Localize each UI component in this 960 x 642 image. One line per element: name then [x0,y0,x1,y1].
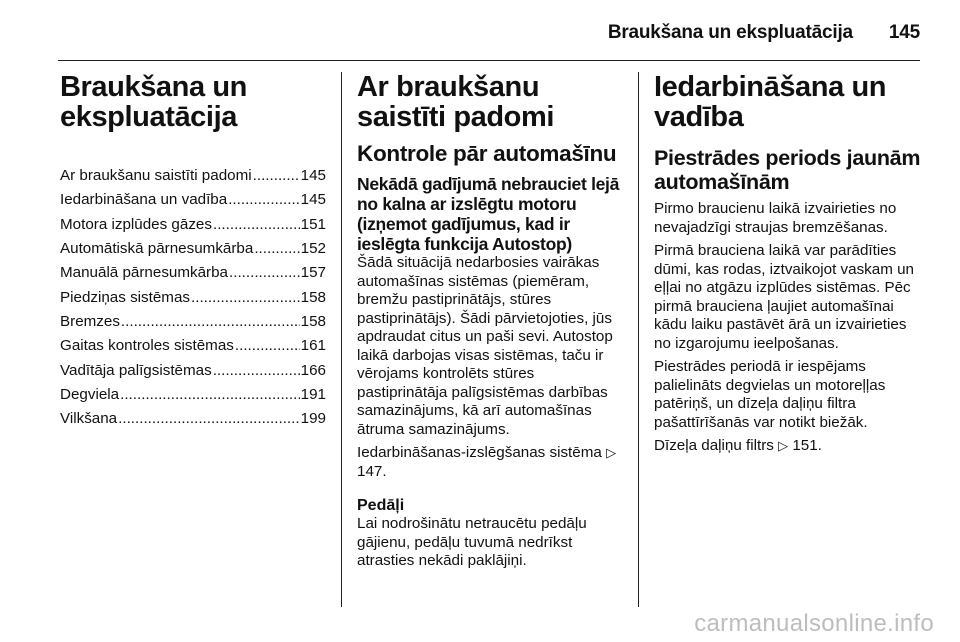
subsection-title-vehicle-control: Kontrole pār automašīnu [357,141,617,166]
toc-leader-dots [253,164,300,188]
toc-entry-page: 145 [300,167,326,184]
toc-entry-title: Motora izplūdes gāzes [60,215,212,233]
toc-entry[interactable] [60,383,326,407]
toc-entry[interactable] [60,407,326,431]
toc-leader-dots [228,188,299,212]
cross-reference: Iedarbināšanas-izslēgšanas sistēma ▷ 147. [357,444,617,480]
toc-entry[interactable] [60,237,326,261]
toc-entry-title: Piedziņas sistēmas [60,288,190,306]
toc-entry-page: 158 [300,288,326,306]
ref-page-link[interactable]: 147. [357,462,387,480]
ref-arrow-icon: ▷ [778,438,789,453]
toc-entry-page: 191 [300,386,326,404]
running-header-title: Braukšana un ekspluatācija [607,22,853,43]
toc-leader-dots [213,359,300,383]
starting-operating-column [654,72,924,461]
subheading-pedals: Pedāļi [357,497,405,514]
toc-entry-title: Vilkšana [60,410,118,428]
toc-entry-page: 158 [300,313,326,331]
toc-entry-page: 152 [300,240,326,258]
toc-leader-dots [235,334,300,358]
toc-entry-page: 166 [300,361,326,379]
table-of-contents [60,164,326,431]
toc-entry[interactable] [60,164,326,188]
ref-arrow-icon: ▷ [606,445,617,460]
subsection-title-break-in: Piestrādes periods jaunām automašīnām [654,146,921,194]
toc-entry-page: 145 [300,191,326,209]
column-divider [341,72,342,607]
section-title-driving-hints: Ar braukšanu saistīti padomi [357,71,555,133]
toc-entry-page: 161 [300,337,326,355]
toc-entry-title: Automātiskā pārnesumkārba [60,240,254,258]
driving-hints-column [357,72,620,576]
toc-leader-dots [121,310,300,334]
toc-entry-title: Gaitas kontroles sistēmas [60,337,234,355]
toc-entry-page: 151 [300,215,326,233]
toc-entry[interactable] [60,188,326,212]
toc-entry[interactable] [60,310,326,334]
toc-leader-dots [229,261,300,285]
toc-entry-title: Ar braukšanu saistīti padomi [60,167,252,184]
toc-leader-dots [191,286,300,310]
section-title-starting: Iedarbināšana un vadība [654,71,887,133]
toc-entry-page: 157 [300,264,326,282]
warning-heading: Nekādā gadījumā nebrauciet lejā no kalna ar izslēgtu motoru (izņemot gadījumus, kad ir ieslēgta funkcija Autostop) [357,174,620,254]
toc-leader-dots [254,237,299,261]
toc-entry-title: Vadītāja palīgsistēmas [60,361,212,379]
paragraph: Lai nodrošinātu netraucētu pedāļu gājienu, pedāļu tuvumā nedrīkst atrasties nekādi paklājiņi. [357,515,587,569]
chapter-title: Braukšana un ekspluatācija [60,71,247,133]
toc-entry-title: Manuālā pārnesumkārba [60,264,229,282]
toc-entry-title: Degviela [60,386,120,404]
toc-entry[interactable] [60,213,326,237]
toc-entry-title: Iedarbināšana un vadība [60,191,228,209]
toc-entry[interactable] [60,286,326,310]
page-number: 145 [888,22,920,43]
header-rule [58,60,920,61]
ref-page-link[interactable]: 151. [792,437,822,454]
toc-entry[interactable] [60,359,326,383]
toc-leader-dots [213,213,300,237]
toc-entry-title: Bremzes [60,313,120,331]
toc-leader-dots [118,407,300,431]
cross-reference: Dīzeļa daļiņu filtrs ▷ 151. [654,437,822,454]
paragraph: Pirmā brauciena laikā var parādīties dūmi, kas rodas, iztvaikojot vaskam un eļļai no atgāzu izplūdes sistēmas. Pēc pirmā brauciena ļaujiet automašīnai kādu laiku pastāvēt ārā un izvairieties no izgarojumu ieelpošanas. [654,242,914,352]
toc-leader-dots [120,383,300,407]
toc-entry-page: 199 [300,410,326,428]
watermark: carmanualsonline.info [694,610,934,637]
toc-column [60,72,326,432]
paragraph: Pirmo braucienu laikā izvairieties no nevajadzīgi straujas bremzēšanas. [654,200,897,236]
column-divider [638,72,639,607]
page-header [608,22,920,44]
toc-entry[interactable] [60,261,326,285]
toc-entry[interactable] [60,334,326,358]
paragraph: Piestrādes periodā ir iespējams palielināts degvielas un motoreļļas patēriņš, un dīzeļa daļiņu filtra pašattīrīšanās var notikt biežāk. [654,358,886,431]
paragraph: Šādā situācijā nedarbosies vairākas automašīnas sistēmas (piemēram, bremžu pastiprinātājs, stūres pastiprinātājs). Šādi pārvietojoties, jūs apdraudat citus un paši sevi. Autostop laikā darbojas visas sistēmas, taču ir vērojams kontrolēts stūres pastiprinātāja palīgsistēmas darbības samazinājums, kā arī automašīnas ātruma samazinājums. [357,254,613,438]
